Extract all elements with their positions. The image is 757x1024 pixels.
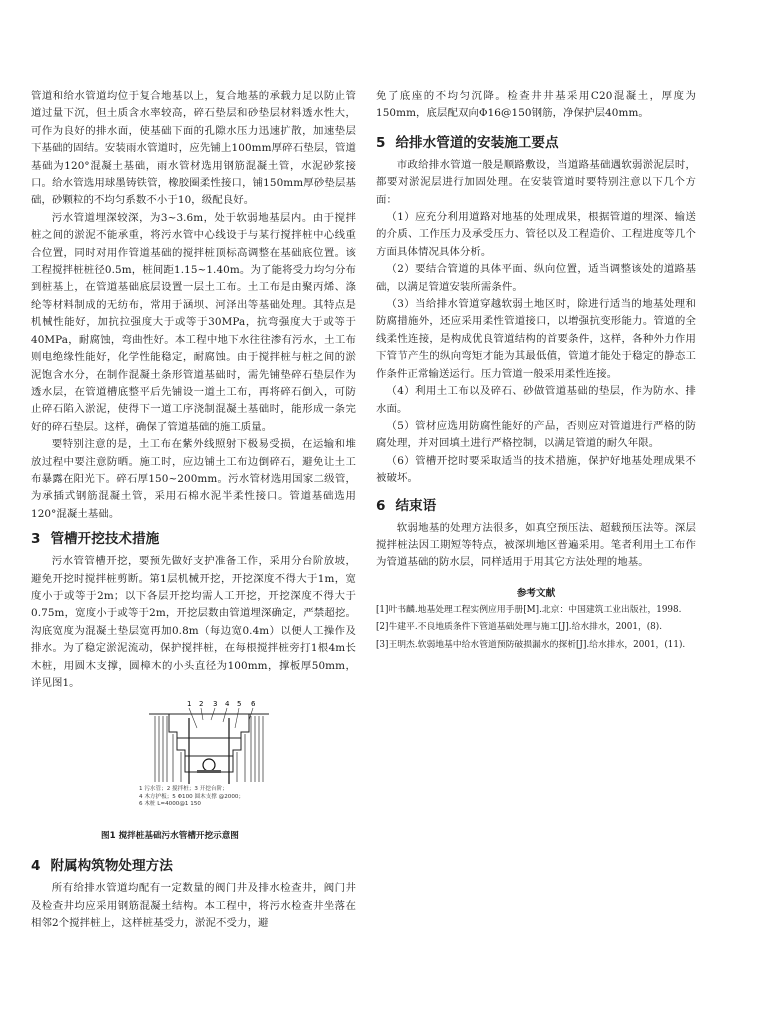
install-point-1: （1）应充分利用道路对地基的处理成果，根据管道的埋深、输送的介质、工作压力及承受压力、管径以及工程造价、工程进度等几个方面具体情况具体分析。 (376, 211, 696, 258)
wooden-piles (189, 718, 229, 784)
legend-line: 1 污水管；2 搅拌桩；3 开挖台阶； (139, 786, 228, 793)
paragraph-geotextile-caution: 要特别注意的是，土工布在紫外线照射下极易受损，在运输和堆放过程中要注意防晒。施工时，应边铺土工布边倒碎石，避免让土工布暴露在阳光下。碎石厚150~200mm。污水管材选用国家二级管，为承插式钢筋混凝土管，采用石棉水泥半柔性接口。管道基础选用120°混凝土基础。 (31, 438, 356, 520)
section-6-title: 结束语 (395, 497, 437, 514)
section-6-heading (376, 496, 696, 516)
references-title: 参考文献 (516, 587, 556, 599)
references (376, 586, 696, 654)
paragraph-install-intro: 市政给排水管道一般是顺路敷设，当道路基础遇软弱淤泥层时，都要对淤泥层进行加固处理。在安装管道时要特别注意以下几个方面： (376, 158, 696, 206)
section-5-number: 5 (376, 134, 386, 151)
figure-caption: 图1 搅拌桩基础污水管槽开挖示意图 (101, 831, 239, 842)
trench-diagram (139, 698, 279, 786)
reference-item: [2]牛建平.不良地质条件下管道基础处理与施工[J].给水排水，2001，(8). (376, 622, 663, 633)
install-point-3: （3）当给排水管道穿越软弱土地区时，除进行适当的地基处理和防腐措施外，还应采用柔性管道接口，以增强抗变形能力。管道的全线柔性连接，是构成优良管道结构的首要条件，这样，各种外力作用下管节产生的纵向弯矩才能为其最低值，管道才能处于稳定的静态工作条件正常输送运行。压力管道一般采用柔性连接。 (376, 298, 696, 380)
install-point-4: （4）利用土工布以及碎石、砂做管道基础的垫层，作为防水、排水面。 (376, 385, 696, 415)
figure-legend (139, 786, 289, 808)
legend-line: 6 木桩 L=4000@1 150 (139, 800, 201, 807)
section-3-title: 管槽开挖技术措施 (50, 531, 160, 548)
callout-1: 1 (187, 700, 192, 709)
paragraph-trench-excavation: 污水管管槽开挖，要预先做好支护准备工作，采用分台阶放坡，避免开挖时搅拌桩剪断。第1层机械开挖，开挖深度不得大于1m，宽度小于或等于2m；以下各层开挖均需人工开挖，开挖深度不得大于0.75m，宽度小于或等于2m，开挖层数由管道埋深确定，严禁超挖。沟底宽度为混凝土垫层宽再加0.8m（每边宽0.4m）以便人工操作及排水。为了稳定淤泥流动，保护搅拌桩，在每根搅拌桩旁打1根4m长木桩，用圆木支撑，圆樟木的小头直径为100mm，撑板厚50mm，详见图1。 (31, 555, 356, 689)
reference-item: [1]叶书麟.地基处理工程实例应用手册[M].北京：中国建筑工业出版社，1998. (376, 604, 682, 615)
install-point-6: （6）管槽开挖时要采取适当的技术措施，保护好地基处理成果不被破坏。 (376, 454, 696, 485)
callout-6: 6 (251, 700, 256, 709)
callout-4: 4 (225, 700, 230, 709)
section-6-number: 6 (376, 497, 386, 514)
left-column (31, 88, 356, 933)
callout-3: 3 (213, 700, 218, 709)
sewage-pipe-shape (203, 759, 215, 771)
section-3-number: 3 (31, 531, 41, 548)
figure-1 (139, 698, 279, 828)
paragraph-conclusion: 软弱地基的处理方法很多，如真空预压法、超载预压法等。深层搅拌桩法因工期短等特点，被深圳地区普遍采用。笔者利用土工布作为管道基础的防水层，同样适用于用其它方法处理的地基。 (376, 521, 696, 569)
callout-2: 2 (199, 700, 204, 709)
paragraph-wells-continued: 免了底座的不均匀沉降。检查井井基采用C20混凝土，厚度为150mm，底层配双向Φ16@150钢筋，净保护层40mm。 (376, 90, 696, 120)
right-column (376, 88, 696, 654)
section-5-title: 给排水管道的安装施工要点 (395, 134, 559, 151)
pipe-base-shape (197, 770, 221, 773)
paragraph-attached-structures: 所有给排水管道均配有一定数量的阀门井及排水检查井，阀门井及检查井均应采用钢筋混凝土结构。本工程中，将污水检查井坐落在相邻2个搅拌桩上，这样桩基受力，淤泥不受力，避 (31, 882, 356, 930)
install-point-5: （5）管材应选用防腐性能好的产品，否则应对管道进行严格的防腐处理，并对回填土进行严格控制，以满足管道的耐久年限。 (376, 419, 696, 450)
section-3-heading (31, 529, 356, 549)
reference-item: [3]王明杰.软弱地基中给水管道预防破损漏水的探析[J].给水排水，2001，(11). (376, 639, 686, 650)
callout-5: 5 (237, 700, 242, 709)
section-4-heading (31, 856, 356, 876)
section-5-heading (376, 133, 696, 153)
install-point-2: （2）要结合管道的具体平面、纵向位置，适当调整该处的道路基础，以满足管道安装所需条件。 (376, 263, 696, 293)
paragraph-sewage-pipe: 污水管道埋深较深，为3~3.6m，处于软弱地基层内。由于搅拌桩之间的淤泥不能承重，将污水管中心线设于与某行搅拌桩中心线重合位置，同时对用作管道基础的搅拌桩顶标高调整在基础底位置。该工程搅拌桩桩径0.5m，桩间距1.15~1.40m。为了能将受力均匀分布到桩基上，在管道基础底层设置一层土工布。土工布是由聚丙烯、涤纶等材料制成的无纺布，常用于涵坝、河泽出等基础处理。其特点是机械性能好，加抗拉强度大于或等于30MPa，抗弯强度大于或等于40MPa，耐腐蚀，弯曲性好。本工程中地下水往往渗有污水，土工布则电绝缘性能好，化学性能稳定，耐腐蚀。由于搅拌桩与桩之间的淤泥饱含水分，在制作混凝土条形管道基础时，需先铺垫碎石垫层作为透水层，在管道槽底整平后先铺设一道土工布，再将碎石倒入，可防止碎石陷入淤泥，使得下一道工序浇制混凝土基础时，能形成一条完好的碎石垫层。这样，确保了管道基础的施工质量。 (31, 211, 356, 433)
section-4-number: 4 (31, 858, 41, 875)
legend-line: 4 木方护板；5 Φ100 圆木支撑 @2000； (139, 793, 245, 800)
section-4-title: 附属构筑物处理方法 (50, 858, 173, 875)
round-timber-struts (177, 738, 241, 756)
paragraph-foundation-intro: 管道和给水管道均位于复合地基以上，复合地基的承载力足以防止管道过量下沉，但土质含水率较高，碎石垫层和砂垫层材料透水性大，可作为良好的排水面，使基础下面的孔隙水压力迅速扩散，加速垫层下基础的固结。安装雨水管道时，应先铺上100mm厚碎石垫层，管道基础为120°混凝土基础，雨水管材选用钢筋混凝土管，水泥砂浆接口。给水管选用球墨铸铁管，橡胶圈柔性接口，铺150mm厚砂垫层基础，砂颗粒的不均匀系数不小于10，级配良好。 (31, 90, 356, 207)
